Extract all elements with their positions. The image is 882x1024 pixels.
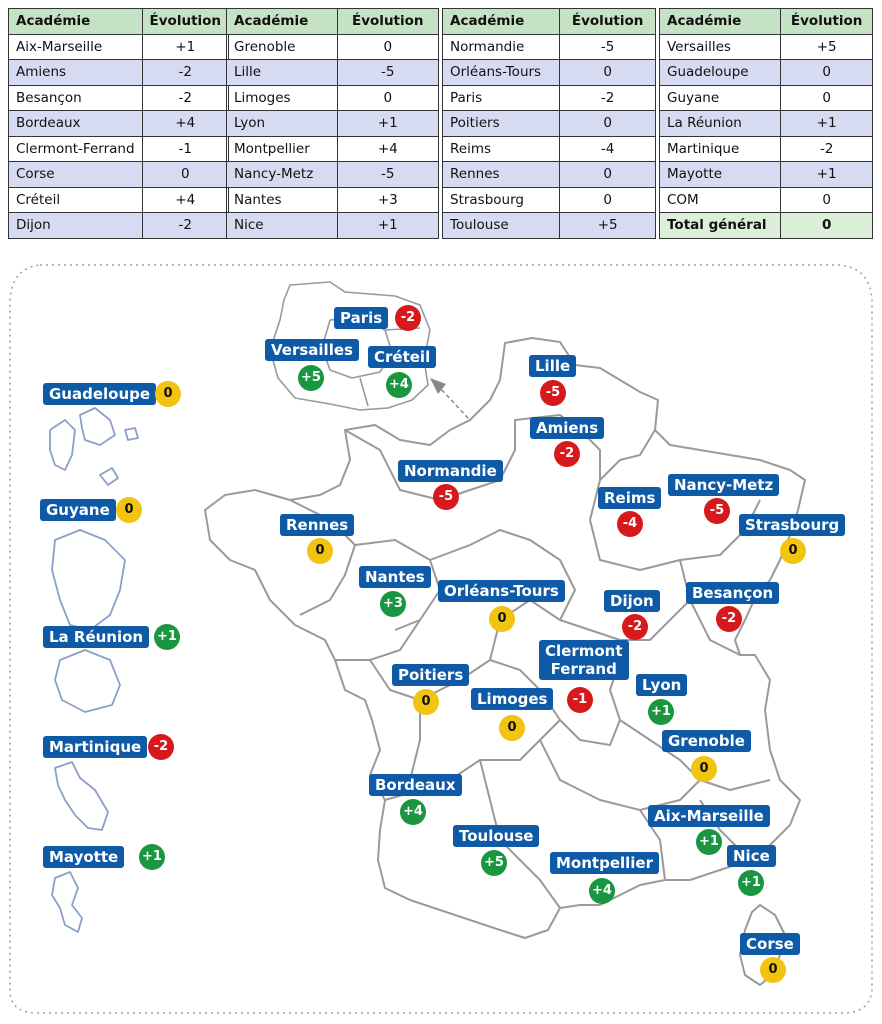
academy-name: Besançon <box>9 85 143 111</box>
map-label-nantes: Nantes <box>359 566 431 588</box>
mayotte-map <box>52 872 82 932</box>
map-value-rennes: 0 <box>307 538 333 564</box>
map-value-creteil: +4 <box>386 372 412 398</box>
map-value-bordeaux: +4 <box>400 799 426 825</box>
academy-name: Amiens <box>9 60 143 86</box>
academy-evolution: +1 <box>142 34 229 60</box>
academy-evolution: -2 <box>560 85 656 111</box>
map-value-versailles: +5 <box>298 365 324 391</box>
academy-name: Rennes <box>443 162 560 188</box>
header-academie: Académie <box>660 9 781 35</box>
map-label-toulouse: Toulouse <box>453 825 539 847</box>
map-value-reims: -4 <box>617 511 643 537</box>
france-map <box>205 338 805 985</box>
academy-evolution: +1 <box>337 213 438 239</box>
academy-name: Guyane <box>660 85 781 111</box>
academy-evolution: +4 <box>337 136 438 162</box>
academy-name: Lille <box>227 60 338 86</box>
academy-evolution: -5 <box>337 60 438 86</box>
total-label: Total général <box>660 213 781 239</box>
academy-name: Bordeaux <box>9 111 143 137</box>
map-label-versailles: Versailles <box>265 339 359 361</box>
academy-evolution: +4 <box>142 187 229 213</box>
map-label-reims: Reims <box>598 487 661 509</box>
academy-evolution: +5 <box>781 34 873 60</box>
header-evolution: Évolution <box>337 9 438 35</box>
academy-name: Dijon <box>9 213 143 239</box>
academy-name: Clermont-Ferrand <box>9 136 143 162</box>
academy-evolution: 0 <box>781 85 873 111</box>
academy-evolution: +1 <box>337 111 438 137</box>
academy-name: Strasbourg <box>443 187 560 213</box>
academy-name: Créteil <box>9 187 143 213</box>
map-value-grenoble: 0 <box>691 756 717 782</box>
header-academie: Académie <box>9 9 143 35</box>
map-label-grenoble: Grenoble <box>662 730 751 752</box>
map-value-normandie: -5 <box>433 484 459 510</box>
map-label-strasbourg: Strasbourg <box>739 514 845 536</box>
map-value-guadeloupe: 0 <box>155 381 181 407</box>
academy-evolution: 0 <box>337 85 438 111</box>
academy-evolution: +1 <box>781 162 873 188</box>
academy-name: Toulouse <box>443 213 560 239</box>
guadeloupe-map <box>50 408 138 485</box>
academy-evolution: -1 <box>142 136 229 162</box>
academy-name: La Réunion <box>660 111 781 137</box>
academy-name: Grenoble <box>227 34 338 60</box>
header-academie: Académie <box>443 9 560 35</box>
map-label-la-reunion: La Réunion <box>43 626 149 648</box>
academy-evolution: 0 <box>142 162 229 188</box>
map-value-besancon: -2 <box>716 606 742 632</box>
academy-name: Corse <box>9 162 143 188</box>
map-value-toulouse: +5 <box>481 850 507 876</box>
map-value-nantes: +3 <box>380 591 406 617</box>
academy-name: Lyon <box>227 111 338 137</box>
academy-evolution: -2 <box>142 85 229 111</box>
map-value-martinique: -2 <box>148 734 174 760</box>
map-label-normandie: Normandie <box>398 460 503 482</box>
map-label-nancy-metz: Nancy-Metz <box>668 474 779 496</box>
academy-name: Normandie <box>443 34 560 60</box>
academy-evolution: 0 <box>337 34 438 60</box>
map-label-montpellier: Montpellier <box>550 852 659 874</box>
map-label-nice: Nice <box>727 845 776 867</box>
academy-evolution: 0 <box>781 187 873 213</box>
academy-name: COM <box>660 187 781 213</box>
map-label-paris: Paris <box>334 307 388 329</box>
map-label-lille: Lille <box>529 355 576 377</box>
map-value-lyon: +1 <box>648 699 674 725</box>
academy-evolution: 0 <box>781 60 873 86</box>
map-label-poitiers: Poitiers <box>392 664 469 686</box>
map-label-martinique: Martinique <box>43 736 147 758</box>
map-value-clermont-ferrand: -1 <box>567 687 593 713</box>
map-value-limoges: 0 <box>499 715 525 741</box>
map-value-montpellier: +4 <box>589 878 615 904</box>
map-value-la-reunion: +1 <box>154 624 180 650</box>
map-value-aix-marseille: +1 <box>696 829 722 855</box>
total-value: 0 <box>781 213 873 239</box>
map-value-nancy-metz: -5 <box>704 498 730 524</box>
map-label-creteil: Créteil <box>368 346 436 368</box>
academy-evolution: -2 <box>142 60 229 86</box>
academy-name: Mayotte <box>660 162 781 188</box>
map-value-paris: -2 <box>395 305 421 331</box>
academy-name: Reims <box>443 136 560 162</box>
academy-name: Poitiers <box>443 111 560 137</box>
map-value-strasbourg: 0 <box>780 538 806 564</box>
map-value-lille: -5 <box>540 380 566 406</box>
academy-name: Nantes <box>227 187 338 213</box>
map-label-besancon: Besançon <box>686 582 779 604</box>
map-label-clermont-ferrand: Clermont Ferrand <box>539 640 629 680</box>
map-label-limoges: Limoges <box>471 688 553 710</box>
academy-evolution: -2 <box>781 136 873 162</box>
header-evolution: Évolution <box>560 9 656 35</box>
academy-evolution: +5 <box>560 213 656 239</box>
map-label-mayotte: Mayotte <box>43 846 124 868</box>
map-label-guyane: Guyane <box>40 499 116 521</box>
academy-evolution: 0 <box>560 162 656 188</box>
academy-evolution: -5 <box>337 162 438 188</box>
academy-name: Versailles <box>660 34 781 60</box>
academy-name: Martinique <box>660 136 781 162</box>
map-label-aix-marseille: Aix-Marseille <box>648 805 770 827</box>
map-value-nice: +1 <box>738 870 764 896</box>
academy-evolution: 0 <box>560 60 656 86</box>
map-label-orleans-tours: Orléans-Tours <box>438 580 565 602</box>
map-label-corse: Corse <box>740 933 800 955</box>
map-value-amiens: -2 <box>554 441 580 467</box>
map-label-bordeaux: Bordeaux <box>369 774 462 796</box>
academy-evolution: 0 <box>560 187 656 213</box>
map-value-dijon: -2 <box>622 614 648 640</box>
academy-evolution: +4 <box>142 111 229 137</box>
academy-name: Nice <box>227 213 338 239</box>
map-label-dijon: Dijon <box>604 590 660 612</box>
academy-evolution: -5 <box>560 34 656 60</box>
map-value-corse: 0 <box>760 957 786 983</box>
reunion-map <box>55 650 120 712</box>
academy-name: Orléans-Tours <box>443 60 560 86</box>
map-value-mayotte: +1 <box>139 844 165 870</box>
academy-evolution: 0 <box>560 111 656 137</box>
map-label-amiens: Amiens <box>530 417 604 439</box>
header-evolution: Évolution <box>142 9 229 35</box>
academy-name: Montpellier <box>227 136 338 162</box>
map-label-rennes: Rennes <box>280 514 354 536</box>
academy-evolution: -2 <box>142 213 229 239</box>
academy-name: Limoges <box>227 85 338 111</box>
academy-name: Guadeloupe <box>660 60 781 86</box>
academy-name: Aix-Marseille <box>9 34 143 60</box>
map-value-guyane: 0 <box>116 497 142 523</box>
academy-name: Nancy-Metz <box>227 162 338 188</box>
academy-evolution: +3 <box>337 187 438 213</box>
academy-evolution: -4 <box>560 136 656 162</box>
academy-name: Paris <box>443 85 560 111</box>
martinique-map <box>55 762 108 830</box>
map-label-guadeloupe: Guadeloupe <box>43 383 156 405</box>
header-evolution: Évolution <box>781 9 873 35</box>
map-label-lyon: Lyon <box>636 674 687 696</box>
map-value-poitiers: 0 <box>413 689 439 715</box>
map-value-orleans-tours: 0 <box>489 606 515 632</box>
academy-evolution: +1 <box>781 111 873 137</box>
header-academie: Académie <box>227 9 338 35</box>
guyane-map <box>52 530 125 630</box>
